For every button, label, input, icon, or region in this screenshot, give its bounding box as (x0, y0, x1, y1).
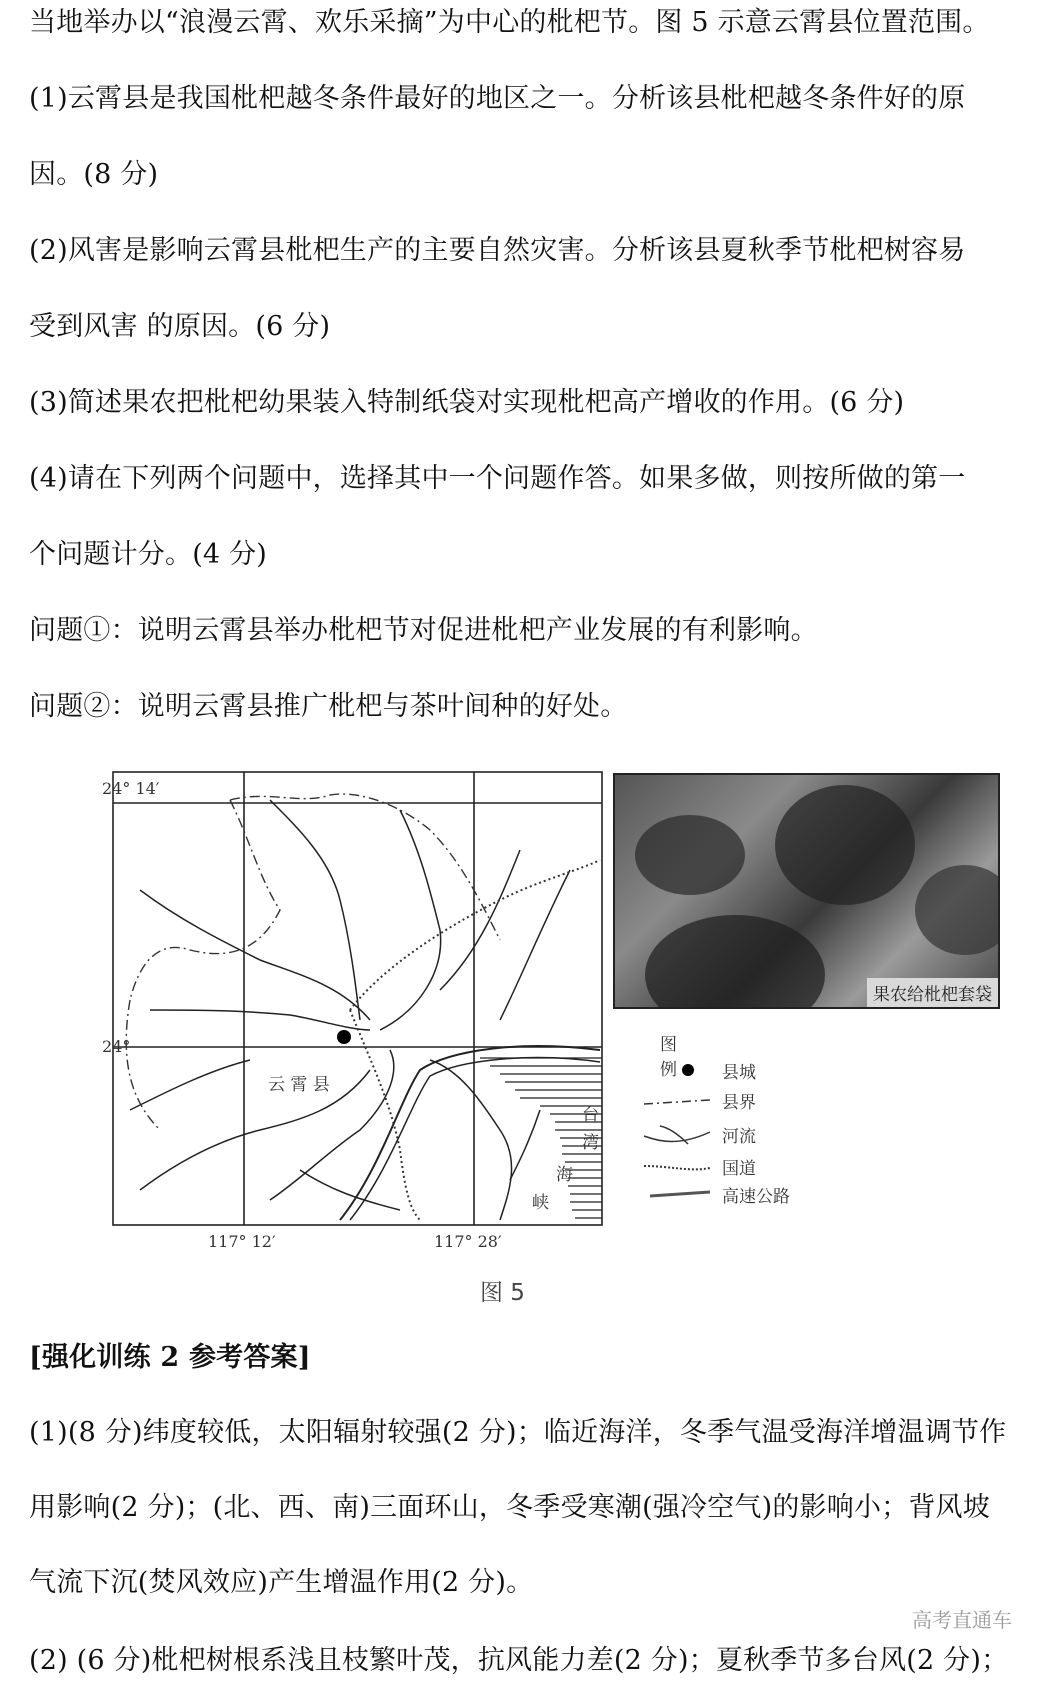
answer-line: 气流下沉(焚风效应)产生增温作用(2 分)。 (29, 1567, 534, 1598)
question-line: 受到风害 的原因。(6 分) (29, 311, 331, 342)
national-road (350, 860, 600, 1010)
question-line: 个问题计分。(4 分) (29, 539, 268, 570)
national-road-icon (644, 1166, 710, 1169)
legend-item-county-seat: 县城 (640, 1058, 840, 1084)
legend-title: 图例 (660, 1035, 677, 1080)
answer-line: (2) (6 分)枇杷树根系浅且枝繁叶茂，抗风能力差(2 分)；夏秋季节多台风(2 分)； (29, 1645, 1009, 1676)
legend-item-expressway: 高速公路 (640, 1182, 840, 1208)
svg-text:海: 海 (556, 1165, 573, 1185)
answer-line: 用影响(2 分)；(北、西、南)三面环山，冬季受寒潮(强冷空气)的影响小；背风坡 (29, 1492, 990, 1523)
expressway (340, 1046, 600, 1220)
county-label: 云 霄 县 (268, 1075, 330, 1095)
question-line: (4)请在下列两个问题中，选择其中一个问题作答。如果多做，则按所做的第一 (29, 463, 966, 494)
strait-label (532, 1105, 599, 1213)
farmer-bagging-photo (613, 773, 1000, 1009)
boundary-line-icon (644, 1100, 710, 1104)
svg-text:峡: 峡 (532, 1193, 549, 1213)
river-line-icon (644, 1126, 710, 1144)
figure-caption: 图 5 (480, 1280, 525, 1306)
legend-item-boundary: 县界 (640, 1088, 840, 1114)
legend-item-national-road: 国道 (640, 1154, 840, 1180)
question-line: 因。(8 分) (29, 159, 159, 190)
legend-item-river: 河流 (640, 1122, 840, 1148)
answer-line: (1)(8 分)纬度较低，太阳辐射较强(2 分)；临近海洋，冬季气温受海洋增温调节作 (29, 1417, 1007, 1448)
lon-label-117-12: 117° 12′ (208, 1232, 276, 1251)
answer-heading: [强化训练 2 参考答案] (29, 1342, 311, 1373)
lat-label-24-14: 24° 14′ (102, 779, 160, 798)
expressway-icon (650, 1192, 710, 1196)
county-seat-icon (682, 1064, 694, 1076)
question-line: (1)云霄县是我国枇杷越冬条件最好的地区之一。分析该县枇杷越冬条件好的原 (29, 83, 966, 114)
county-map (100, 770, 610, 1260)
svg-text:湾: 湾 (582, 1133, 599, 1153)
watermark: 高考直通车 (912, 1608, 1012, 1632)
photo-caption: 果农给枇杷套袋 (867, 978, 998, 1007)
question-line: 问题①：说明云霄县举办枇杷节对促进枇杷产业发展的有利影响。 (29, 615, 818, 646)
question-line: (2)风害是影响云霄县枇杷生产的主要自然灾害。分析该县夏秋季节枇杷树容易 (29, 235, 966, 266)
question-line: (3)简述果农把枇杷幼果装入特制纸袋对实现枇杷高产增收的作用。(6 分) (29, 387, 905, 418)
question-line: 问题②：说明云霄县推广枇杷与茶叶间种的好处。 (29, 691, 628, 722)
svg-text:台: 台 (582, 1105, 599, 1125)
lon-label-117-28: 117° 28′ (434, 1232, 502, 1251)
county-seat-marker (337, 1030, 351, 1044)
question-line: 当地举办以“浪漫云霄、欢乐采摘”为中心的枇杷节。图 5 示意云霄县位置范围。 (29, 7, 990, 38)
lat-label-24: 24° (102, 1037, 131, 1056)
